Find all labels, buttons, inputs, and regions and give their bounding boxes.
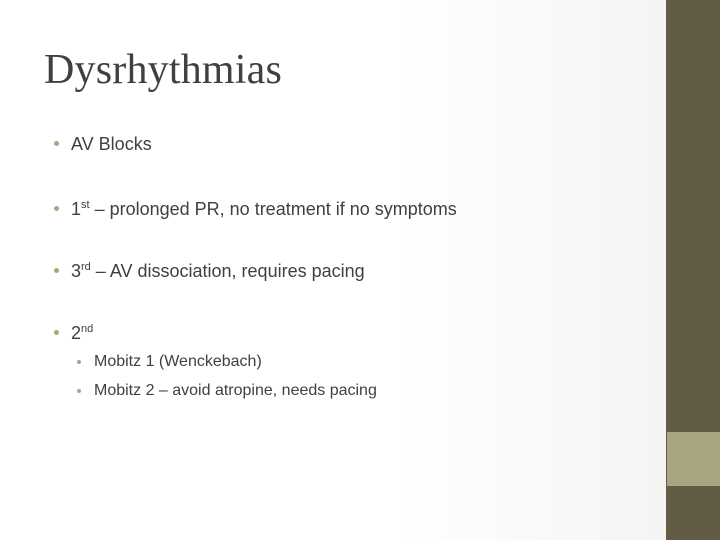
bullet-ordinal-suffix: nd	[81, 323, 94, 335]
bullet-dot-icon	[54, 141, 59, 146]
sub-bullet-text: Mobitz 2 – avoid atropine, needs pacing	[94, 382, 377, 399]
bullet-rest: – AV dissociation, requires pacing	[90, 261, 365, 281]
bullet-ordinal-suffix: st	[81, 199, 90, 211]
bullet-text	[71, 197, 457, 221]
bullet-dot-icon	[54, 268, 59, 273]
bullet-text	[71, 321, 93, 345]
sub-bullet-dot-icon	[77, 389, 81, 393]
side-accent-block	[667, 432, 720, 486]
bullet-ordinal: 3	[71, 261, 82, 281]
bullet-text	[71, 259, 365, 283]
sub-bullet-text: Mobitz 1 (Wenckebach)	[94, 353, 262, 370]
bullet-text: AV Blocks	[71, 134, 152, 154]
slide-title: Dysrhythmias	[44, 47, 283, 93]
bullet-ordinal: 2	[71, 323, 82, 343]
bullet-dot-icon	[54, 206, 59, 211]
bullet-ordinal: 1	[71, 199, 82, 219]
sub-bullet-dot-icon	[77, 360, 81, 364]
bullet-dot-icon	[54, 330, 59, 335]
bullet-ordinal-suffix: rd	[81, 261, 91, 273]
bullet-rest: – prolonged PR, no treatment if no symptoms	[89, 199, 457, 219]
